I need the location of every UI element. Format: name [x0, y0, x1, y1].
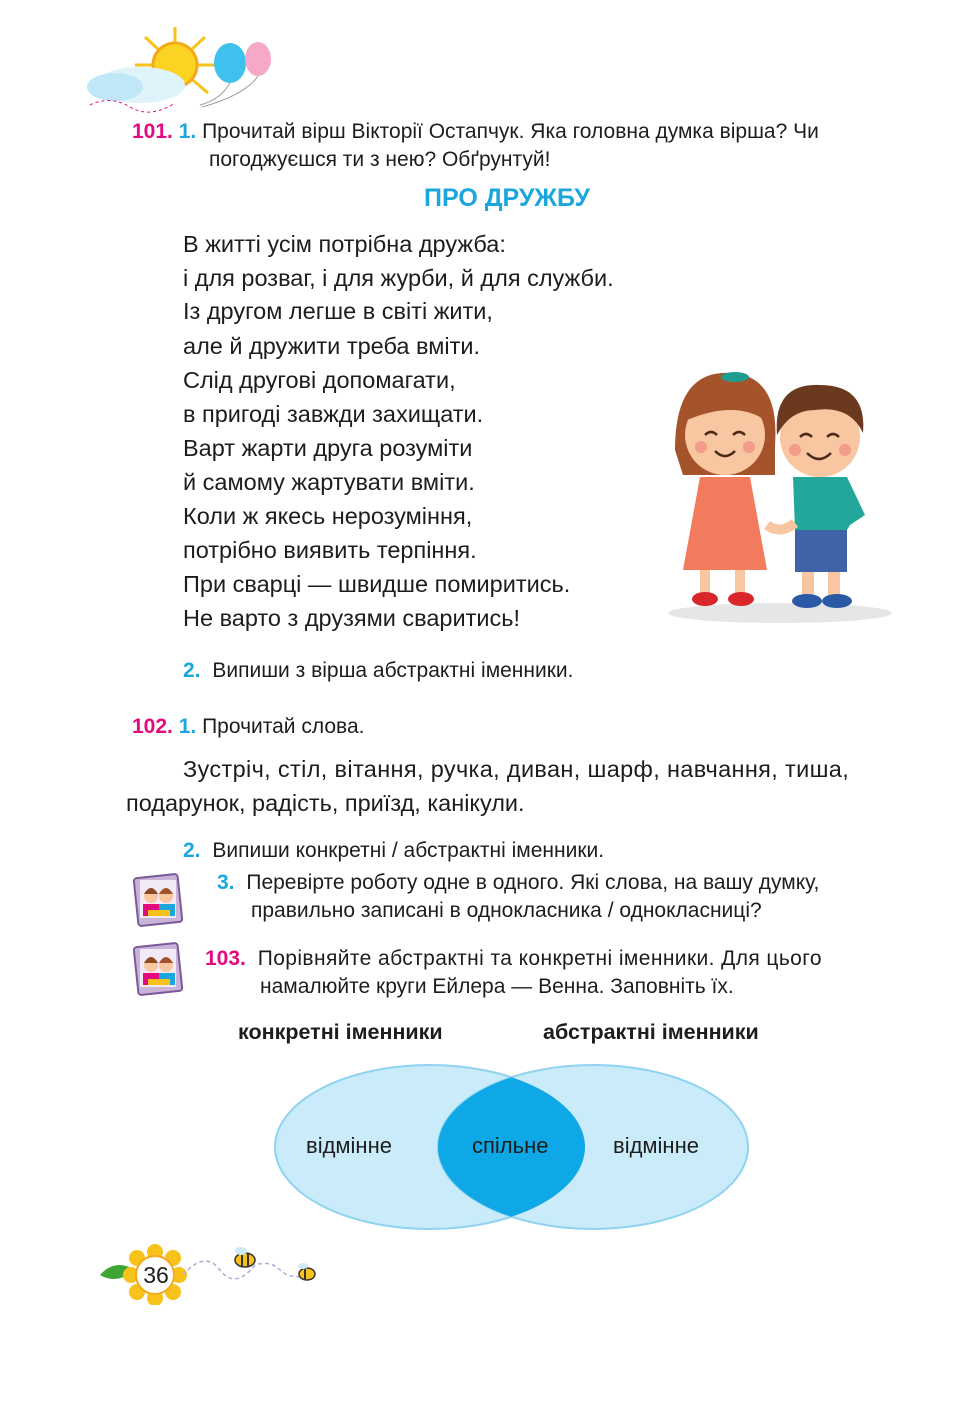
- exercise-number: 101.: [132, 120, 173, 143]
- exercise-number: 103.: [205, 947, 246, 970]
- task-text: Випиши конкретні / абстрактні іменники.: [212, 839, 605, 862]
- task-number: 3.: [217, 871, 235, 894]
- exercise-101-task1: [132, 117, 922, 146]
- word-list-line1: Зустріч, стіл, вітання, ручка, диван, шарф, навчання, тиша,: [183, 756, 850, 782]
- task-text: Прочитай слова.: [202, 715, 365, 738]
- poem-line: і для розваг, і для журби, й для служби.: [183, 265, 614, 291]
- poem-title: ПРО ДРУЖБУ: [424, 184, 590, 212]
- poem-line: потрібно виявить терпіння.: [183, 537, 477, 563]
- poem-line: При сварці — швидше помиритись.: [183, 571, 571, 597]
- poem-line: але й дружити треба вміти.: [183, 333, 481, 359]
- exercise-101-task1-line2: погоджуєшся ти з нею? Обґрунтуй!: [209, 148, 551, 171]
- friends-illustration: [665, 365, 895, 625]
- flower-bees-decoration: [95, 1240, 325, 1305]
- exercise-103: [205, 944, 915, 973]
- task-text: Прочитай вірш Вікторії Остапчук. Яка головна думка вірша? Чи: [202, 120, 819, 143]
- poem-line: В житті усім потрібна дружба:: [183, 231, 506, 257]
- venn-left-text: відмінне: [306, 1133, 392, 1158]
- sun-clouds-balloons-illustration: [80, 25, 280, 120]
- task-text: Порівняйте абстрактні та конкретні іменники. Для цього: [257, 947, 822, 970]
- exercise-102-task1: [132, 712, 364, 741]
- poem-line: Варт жарти друга розуміти: [183, 435, 473, 461]
- task-text: Випиши з вірша абстрактні іменники.: [212, 659, 574, 682]
- venn-right-label: абстрактні іменники: [543, 1020, 759, 1044]
- exercise-102-task2: [183, 836, 604, 865]
- poem-line: Із другом легше в світі жити,: [183, 298, 493, 324]
- pair-work-icon: [130, 937, 186, 999]
- pair-work-icon: [130, 868, 186, 930]
- task-number: 2.: [183, 839, 201, 862]
- venn-left-label: конкретні іменники: [238, 1020, 443, 1044]
- task-number: 1.: [178, 715, 197, 738]
- task-number: 2.: [183, 659, 201, 682]
- venn-center-text: спільне: [472, 1133, 549, 1158]
- task-number: 1.: [178, 120, 197, 143]
- venn-right-text: відмінне: [613, 1133, 699, 1158]
- poem-line: Коли ж якесь нерозуміння,: [183, 503, 473, 529]
- poem-line: в пригоді завжди захищати.: [183, 401, 484, 427]
- exercise-101-task2: [183, 656, 573, 685]
- word-list-line2: подарунок, радість, приїзд, канікули.: [126, 790, 525, 816]
- poem-line: Не варто з друзями сваритись!: [183, 605, 521, 631]
- exercise-102-task3-line2: правильно записані в однокласника / однокласниці?: [251, 899, 762, 922]
- exercise-number: 102.: [132, 715, 173, 738]
- poem-line: Слід другові допомагати,: [183, 367, 456, 393]
- exercise-103-line2: намалюйте круги Ейлера — Венна. Заповніть їх.: [260, 975, 734, 998]
- poem-line: й самому жартувати вміти.: [183, 469, 475, 495]
- exercise-102-task3: [217, 868, 917, 897]
- task-text: Перевірте роботу одне в одного. Які слова, на вашу думку,: [246, 871, 820, 894]
- page-number: 36: [143, 1262, 169, 1288]
